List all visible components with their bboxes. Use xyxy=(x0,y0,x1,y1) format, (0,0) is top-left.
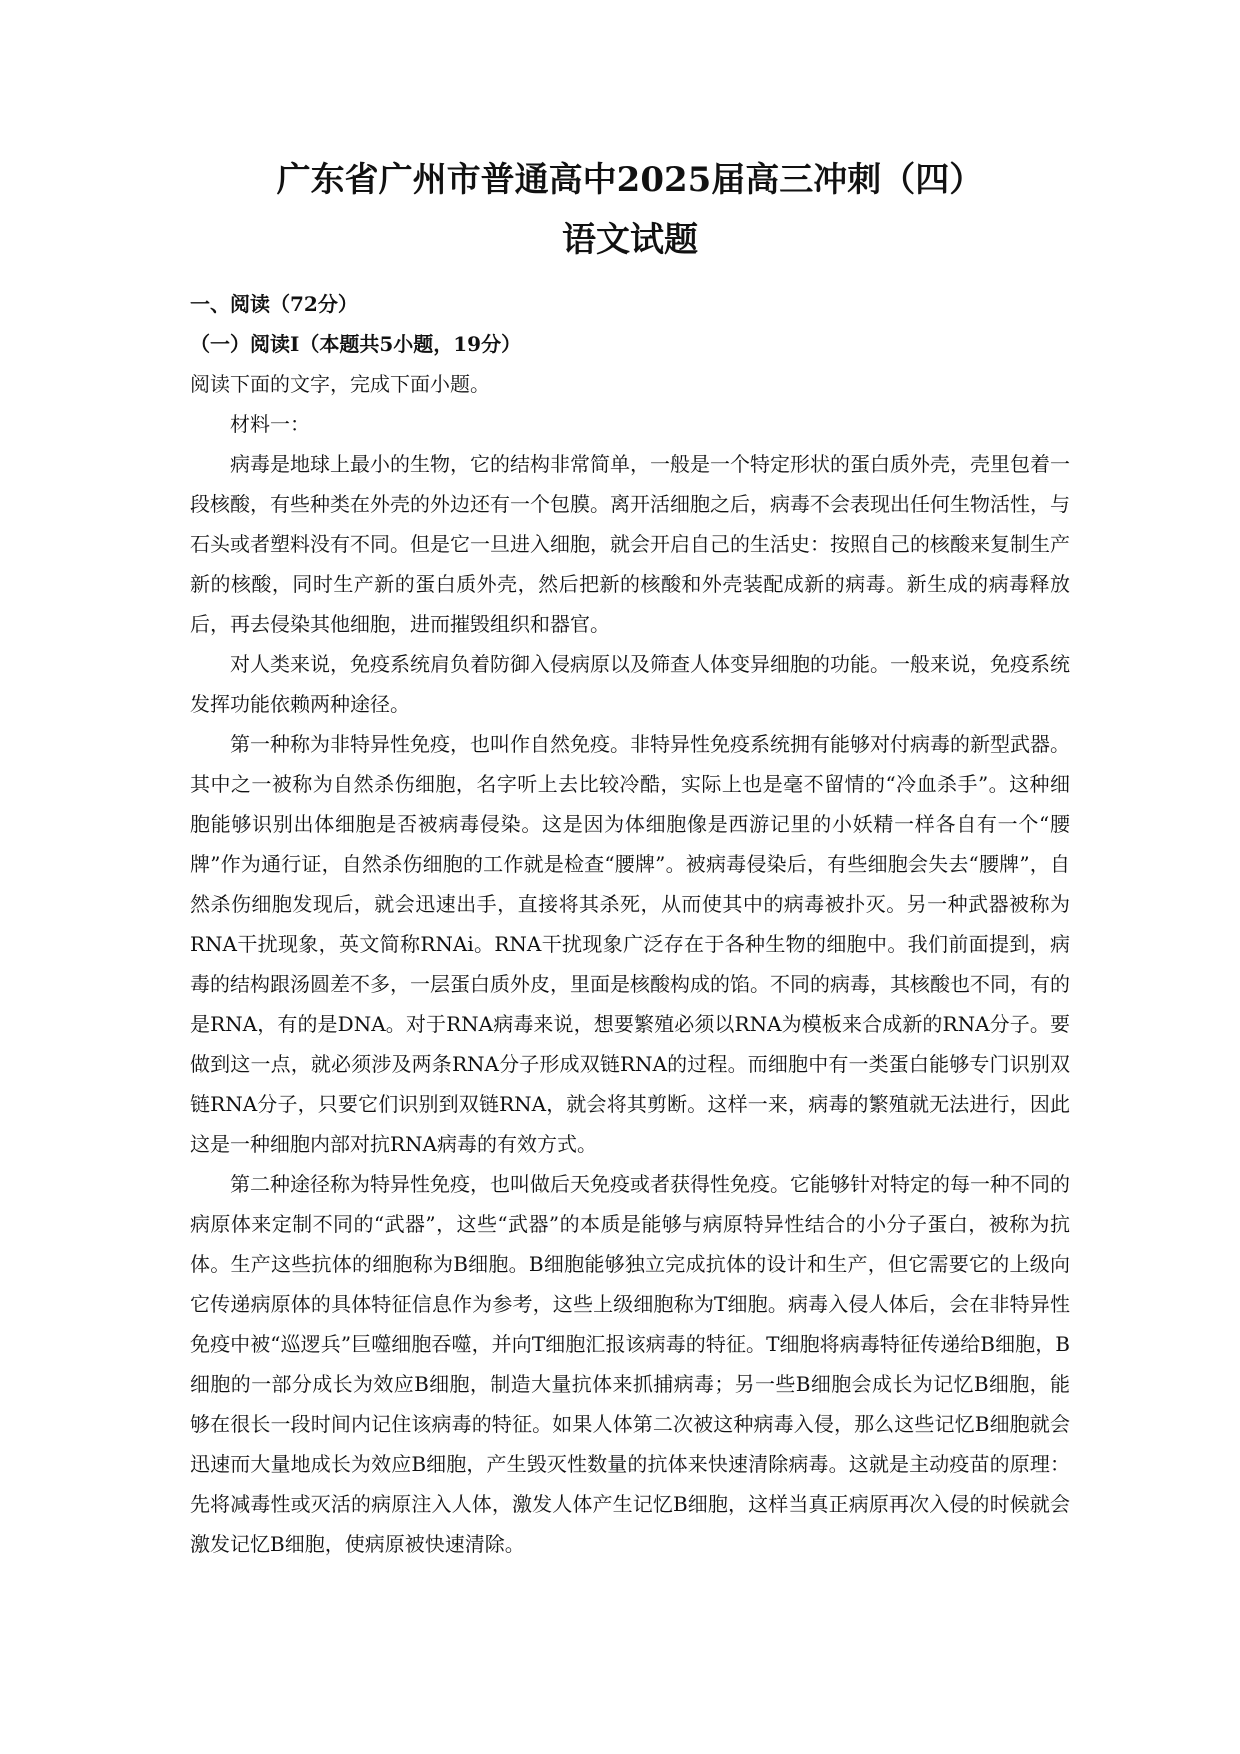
material-paragraph-3: 第一种称为非特异性免疫，也叫作自然免疫。非特异性免疫系统拥有能够对付病毒的新型武器。其中之一被称为自然杀伤细胞，名字听上去比较冷酷，实际上也是毫不留情的“冷血杀手”。这种细胞能够识别出体细胞是否被病毒侵染。这是因为体细胞像是西游记里的小妖精一样各自有一个“腰牌”作为通行证，自然杀伤细胞的工作就是检查“腰牌”。被病毒侵染后，有些细胞会失去“腰牌”，自然杀伤细胞发现后，就会迅速出手，直接将其杀死，从而使其中的病毒被扑灭。另一种武器被称为RNA干扰现象，英文简称RNAi。RNA干扰现象广泛存在于各种生物的细胞中。我们前面提到，病毒的结构跟汤圆差不多，一层蛋白质外皮，里面是核酸构成的馅。不同的病毒，其核酸也不同，有的是RNA，有的是DNA。对于RNA病毒来说，想要繁殖必须以RNA为模板来合成新的RNA分子。要做到这一点，就必须涉及两条RNA分子形成双链RNA的过程。而细胞中有一类蛋白能够专门识别双链RNA分子，只要它们识别到双链RNA，就会将其剪断。这样一来，病毒的繁殖就无法进行，因此这是一种细胞内部对抗RNA病毒的有效方式。 xyxy=(190,732,1070,1156)
exam-page xyxy=(190,150,1070,1564)
material-label: 材料一： xyxy=(230,412,310,436)
section-heading: 一、阅读（72分） xyxy=(190,292,358,316)
exam-title: 广东省广州市普通高中2025届高三冲刺（四） xyxy=(276,160,984,200)
material-paragraph-1: 病毒是地球上最小的生物，它的结构非常简单，一般是一个特定形状的蛋白质外壳，壳里包着一段核酸，有些种类在外壳的外边还有一个包膜。离开活细胞之后，病毒不会表现出任何生物活性，与石头或者塑料没有不同。但是它一旦进入细胞，就会开启自己的生活史：按照自己的核酸来复制生产新的核酸，同时生产新的蛋白质外壳，然后把新的核酸和外壳装配成新的病毒。新生成的病毒释放后，再去侵染其他细胞，进而摧毁组织和器官。 xyxy=(190,452,1070,636)
material-paragraph-4: 第二种途径称为特异性免疫，也叫做后天免疫或者获得性免疫。它能够针对特定的每一种不同的病原体来定制不同的“武器”，这些“武器”的本质是能够与病原特异性结合的小分子蛋白，被称为抗体。生产这些抗体的细胞称为B细胞。B细胞能够独立完成抗体的设计和生产，但它需要它的上级向它传递病原体的具体特征信息作为参考，这些上级细胞称为T细胞。病毒入侵人体后，会在非特异性免疫中被“巡逻兵”巨噬细胞吞噬，并向T细胞汇报该病毒的特征。T细胞将病毒特征传递给B细胞，B细胞的一部分成长为效应B细胞，制造大量抗体来抓捕病毒；另一些B细胞会成长为记忆B细胞，能够在很长一段时间内记住该病毒的特征。如果人体第二次被这种病毒入侵，那么这些记忆B细胞就会迅速而大量地成长为效应B细胞，产生毁灭性数量的抗体来快速清除病毒。这就是主动疫苗的原理：先将减毒性或灭活的病原注入人体，激发人体产生记忆B细胞，这样当真正病原再次入侵的时候就会激发记忆B细胞，使病原被快速清除。 xyxy=(190,1172,1070,1556)
subsection-heading: （一）阅读Ⅰ（本题共5小题，19分） xyxy=(190,332,522,356)
reading-instruction: 阅读下面的文字，完成下面小题。 xyxy=(190,372,490,396)
material-paragraph-2: 对人类来说，免疫系统肩负着防御入侵病原以及筛查人体变异细胞的功能。一般来说，免疫系统发挥功能依赖两种途径。 xyxy=(190,652,1070,716)
exam-subject-title: 语文试题 xyxy=(562,220,698,260)
